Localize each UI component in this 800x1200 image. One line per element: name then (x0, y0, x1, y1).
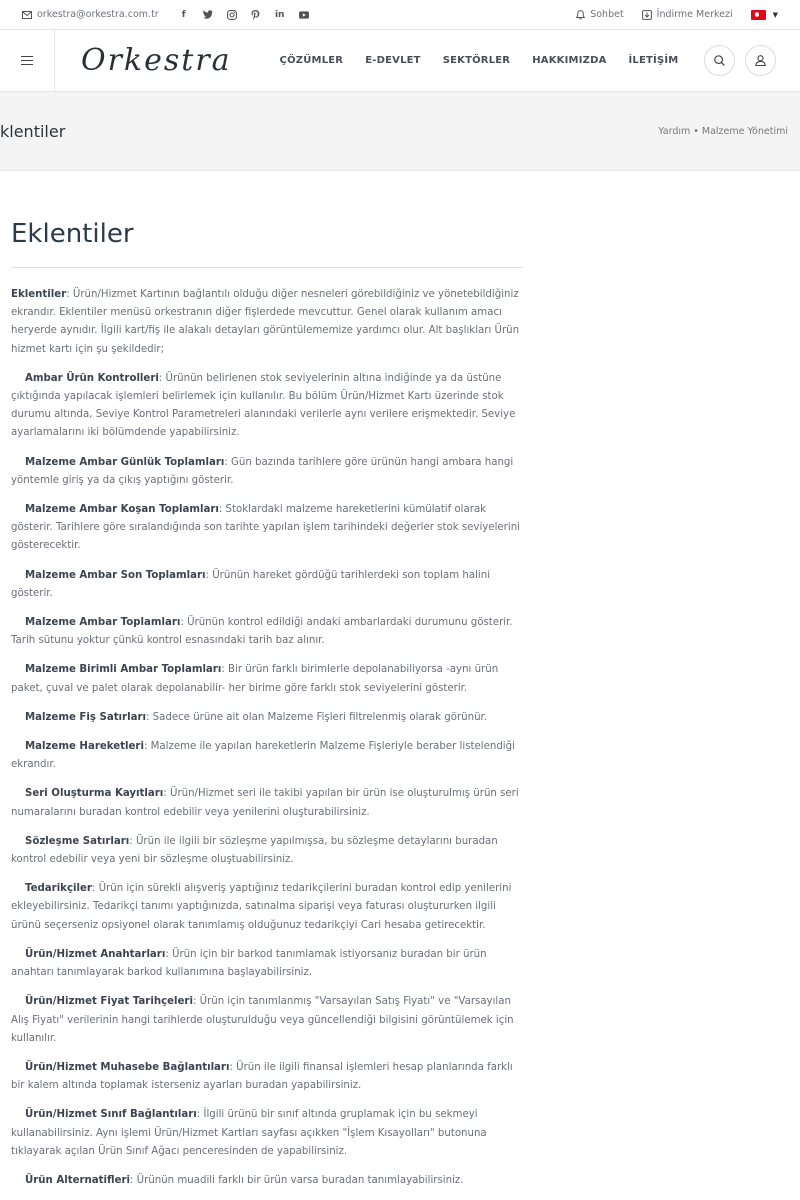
term: Malzeme Ambar Toplamları (25, 617, 181, 629)
term: Seri Oluşturma Kayıtları (25, 788, 164, 800)
term: Malzeme Fiş Satırları (25, 711, 146, 723)
article-heading: Eklentiler (11, 219, 523, 268)
social-links (179, 10, 309, 20)
page-title-band (0, 92, 800, 171)
chevron-down-icon: ▼ (772, 10, 778, 19)
paragraph-malzeme-ambar-son (11, 567, 523, 603)
download-icon (642, 10, 652, 20)
paragraph-seri-olusturma (11, 785, 523, 821)
description: : Ürünün kontrol edildiği andaki ambarlardaki durumunu gösterir. Tarih sütunu yoktur çünkü kontrol esnasındaki tarih baz alınır. (11, 617, 513, 647)
term: Ürün/Hizmet Muhasebe Bağlantıları (25, 1061, 230, 1073)
user-icon (755, 55, 766, 66)
main-nav (280, 55, 679, 66)
description: : Ürün ile ilgili finansal işlemleri hesap planlarında farklı bir kalem altında toplamak isterseniz ayarları buradan yapabilirsiniz. (11, 1061, 513, 1092)
term: Ürün/Hizmet Anahtarları (25, 948, 166, 960)
description: : Ürünün muadili farklı bir ürün varsa buradan tanımlayabilirsiniz. (130, 1174, 464, 1186)
description: : Ürün için tanımlanmış "Varsayılan Satış Fiyatı" ve "Varsayılan Alış Fiyatı" verilerinin hangi tarihlerde oluşturulduğu veya güncellendiği bilgisini görüntülemek için kullanılır. (11, 996, 514, 1044)
linkedin-icon[interactable]: in (274, 9, 285, 20)
facebook-icon[interactable]: f (181, 9, 186, 20)
paragraph-tedarikciler (11, 880, 523, 935)
description: : Malzeme ile yapılan hareketlerin Malzeme Fişleriyle beraber listelendiği ekrandır. (11, 741, 515, 771)
chat-label: Sohbet (590, 9, 624, 20)
description: : İlgili ürünü bir sınıf altında gruplamak için bu sekmeyi kullanabilirsiniz. Aynı işlemi Ürün/Hizmet Kartları sayfası açıkken "İşlem Kısayolları" butonuna tıklayarak açılan Ürün Sınıf Ağacı penceresinden de yapabilirsiniz. (11, 1109, 487, 1157)
term: Malzeme Ambar Günlük Toplamları (25, 456, 225, 468)
term: Sözleşme Satırları (25, 835, 130, 847)
site-logo[interactable]: Orkestra (81, 43, 232, 78)
search-icon (714, 55, 725, 66)
user-button[interactable] (745, 45, 776, 76)
paragraph-malzeme-fis-satirlari (11, 709, 523, 727)
twitter-icon[interactable] (203, 10, 213, 20)
instagram-icon[interactable] (227, 10, 237, 20)
description: : Ürün ile ilgili bir sözleşme yapılmışsa, bu sözleşme detaylarını buradan kontrol edebilir veya yeni bir sözleşme oluştuabilirsiniz. (11, 835, 498, 866)
description: : Sadece ürüne ait olan Malzeme Fişleri filtrelenmiş olarak görünür. (145, 711, 488, 723)
description: : Bir ürün farklı birimlerle depolanabiliyorsa -aynı ürün paket, çuval ve palet olarak depolanabilir- her birime göre farklı stok seviyelerini gösterir. (11, 664, 499, 694)
term: Malzeme Hareketleri (25, 741, 144, 753)
term: Ürün Alternatifleri (25, 1174, 130, 1186)
hamburger-icon (21, 56, 33, 65)
description: : Ürün için bir barkod tanımlamak istiyorsanız buradan bir ürün anahtarı tanımlayarak barkod kullanımına başlayabilirsiniz. (11, 948, 487, 979)
page-title: klentiler (0, 121, 66, 141)
nav-item-hakkimizda[interactable]: HAKKIMIZDA (532, 55, 607, 66)
envelope-icon (22, 11, 32, 19)
term: Ambar Ürün Kontrolleri (25, 372, 159, 384)
pinterest-icon[interactable] (251, 10, 261, 20)
nav-item-sektorler[interactable]: SEKTÖRLER (442, 55, 511, 66)
paragraph-ambar-urun-kontrolleri (11, 370, 523, 443)
nav-item-e-devlet[interactable]: E-DEVLET (365, 55, 421, 66)
topbar-right (576, 9, 778, 20)
term: Malzeme Ambar Son Toplamları (25, 569, 206, 581)
paragraph-malzeme-birimli (11, 661, 523, 697)
term: Ürün/Hizmet Sınıf Bağlantıları (25, 1109, 197, 1121)
chat-link[interactable] (576, 9, 623, 20)
term: Eklentiler (11, 289, 67, 300)
term: Malzeme Ambar Koşan Toplamları (25, 504, 219, 516)
paragraph-malzeme-ambar-gunluk (11, 454, 523, 490)
description: : Ürün/Hizmet Kartının bağlantılı olduğu diğer nesneleri görebildiğiniz ve yönetebildiğiniz ekrandır. Eklentiler menüsü orkestranın diğer fişlerdede mevcuttur. Genel olarak kullanım amacı heryerde aynıdır. İlgili kart/fiş ile alakalı detayları görüntülememize yardımcı olur. Alt başlıkları Ürün hizmet kartı için şu şekildedir; (11, 289, 520, 355)
term: Malzeme Birimli Ambar Toplamları (25, 664, 222, 676)
paragraph-eklentiler (11, 286, 523, 359)
paragraph-malzeme-hareketleri (11, 738, 523, 774)
language-selector[interactable] (751, 10, 778, 20)
paragraph-urun-hizmet-muhasebe (11, 1059, 523, 1095)
description: : Stoklardaki malzeme hareketlerini kümülatif olarak gösterir. Tarihlere göre sıralandığında son tarihte yapılan işlem tarihindeki değerler stok seviyelerini gösterecektir. (11, 504, 520, 552)
main-header (0, 30, 800, 92)
paragraph-sozlesme-satirlari (11, 833, 523, 869)
paragraph-urun-hizmet-sinif (11, 1106, 523, 1161)
search-button[interactable] (704, 45, 735, 76)
paragraph-urun-hizmet-fiyat (11, 993, 523, 1048)
nav-item-iletisim[interactable]: İLETİŞİM (628, 55, 679, 66)
description: : Ürünün hareket gördüğü tarihlerdeki son toplam halini gösterir. (11, 569, 491, 599)
bell-icon (576, 10, 585, 20)
description: : Ürün için sürekli alışveriş yaptığınız tedarikçilerini buradan kontrol edip yenilerini ekleyebilirsiniz. Tedarikçi tanımı yaptığınızda, satınalma siparişi veya faturası oluştururken ilgili ürünü seçerseniz opsiyonel olarak tanımlamış olduğunuz tedarikçiyi Cari hesaba getirecektir. (11, 883, 512, 931)
description: : Ürün/Hizmet seri ile takibi yapılan bir ürün ise oluşturulmış ürün seri numaralarını buradan kontrol edebilir veya yenilerini oluşturabilirsiniz. (11, 788, 519, 818)
header-actions (704, 45, 776, 76)
nav-item-cozumler[interactable]: ÇÖZÜMLER (279, 55, 344, 66)
breadcrumb[interactable]: Yardım • Malzeme Yönetimi (658, 125, 788, 137)
paragraph-malzeme-ambar-toplamlari (11, 614, 523, 650)
youtube-icon[interactable] (299, 10, 309, 20)
email-text: orkestra@orkestra.com.tr (37, 9, 159, 20)
paragraph-malzeme-ambar-kosan (11, 501, 523, 556)
turkey-flag-icon (751, 10, 766, 20)
download-center-link[interactable] (642, 9, 733, 20)
paragraph-urun-hizmet-anahtarlari (11, 946, 523, 982)
term: Tedarikçiler (25, 883, 92, 895)
article-content (0, 171, 523, 1190)
description: : Ürünün belirlenen stok seviyelerinin altına indiğinde ya da üstüne çıktığında yapılacak işlemleri belirlemek için kullanılır. Bu bölüm Ürün/Hizmet Kartı üzerinde stok durumu altında, Seviye Kontrol Parametreleri alanındaki verilerle aynı verilere erişmektedir. Seviye ayarlamalarını iki bölümdende yapabilirsiniz. (11, 372, 516, 439)
description: : Gün bazında tarihlere göre ürünün hangi ambara hangi yöntemle giriş ya da çıkış yaptığını gösterir. (11, 456, 514, 486)
top-bar (0, 0, 800, 30)
email-link[interactable] (22, 9, 159, 20)
menu-button[interactable] (0, 30, 55, 92)
download-label: İndirme Merkezi (656, 9, 733, 20)
term: Ürün/Hizmet Fiyat Tarihçeleri (25, 996, 193, 1008)
paragraph-urun-alternatifleri (11, 1172, 523, 1190)
